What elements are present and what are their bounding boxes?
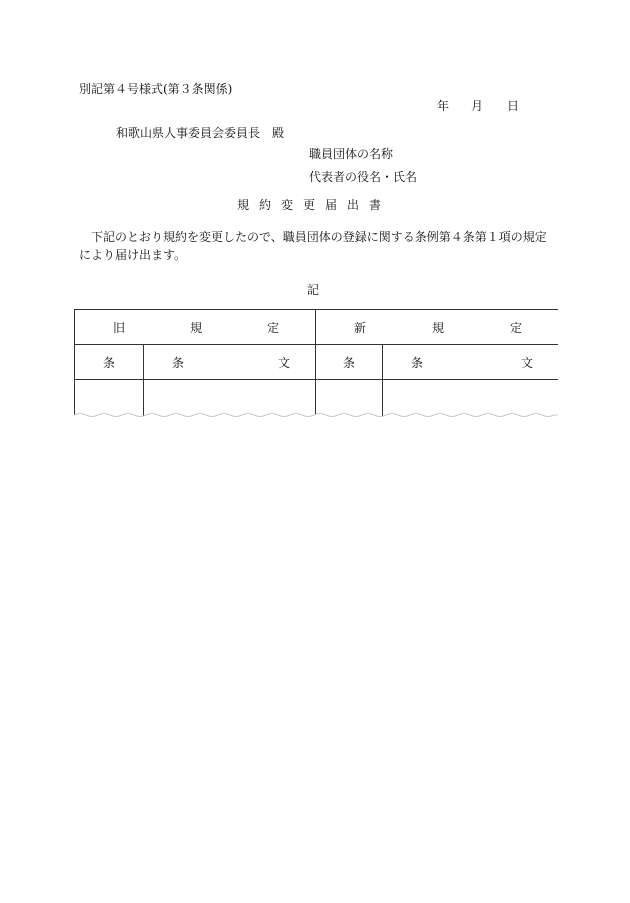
new-rules-header-char-2: 規 [432, 320, 445, 335]
new-article-text-header [383, 345, 558, 380]
old-article-text-header-char-2: 文 [278, 355, 291, 370]
new-article-header: 条 [316, 345, 383, 380]
body-text: 下記のとおり規約を変更したので、職員団体の登録に関する条例第４条第１項の規定により届け出ます。 [79, 230, 547, 262]
old-rules-header [75, 310, 316, 345]
table-header-row [75, 310, 559, 345]
rules-change-table-container [74, 309, 558, 419]
old-article-header: 条 [75, 345, 144, 380]
date-month-label: 月 [471, 99, 484, 113]
date-year-label: 年 [437, 99, 450, 113]
torn-edge [74, 409, 558, 423]
old-rules-header-char-3: 定 [267, 320, 280, 335]
new-article-text-header-char-1: 条 [411, 355, 424, 370]
rules-change-table [74, 309, 558, 419]
form-number: 別記第４号様式(第３条関係) [79, 82, 233, 96]
org-name-label: 職員団体の名称 [309, 147, 394, 161]
old-rules-header-char-1: 旧 [113, 320, 126, 335]
new-rules-header-char-1: 新 [354, 320, 367, 335]
table-subheader-row [75, 345, 559, 380]
date-day-label: 日 [507, 99, 520, 113]
old-article-text-header [144, 345, 316, 380]
old-article-text-header-char-1: 条 [172, 355, 185, 370]
new-rules-header [316, 310, 558, 345]
representative-label: 代表者の役名・氏名 [309, 170, 418, 184]
document-title: 規約変更届出書 [237, 198, 392, 212]
ki-label: 記 [307, 283, 320, 297]
new-article-text-header-char-2: 文 [521, 355, 534, 370]
new-rules-header-char-3: 定 [510, 320, 523, 335]
addressee: 和歌山県人事委員会委員長 殿 [116, 126, 285, 140]
old-rules-header-char-2: 規 [190, 320, 203, 335]
